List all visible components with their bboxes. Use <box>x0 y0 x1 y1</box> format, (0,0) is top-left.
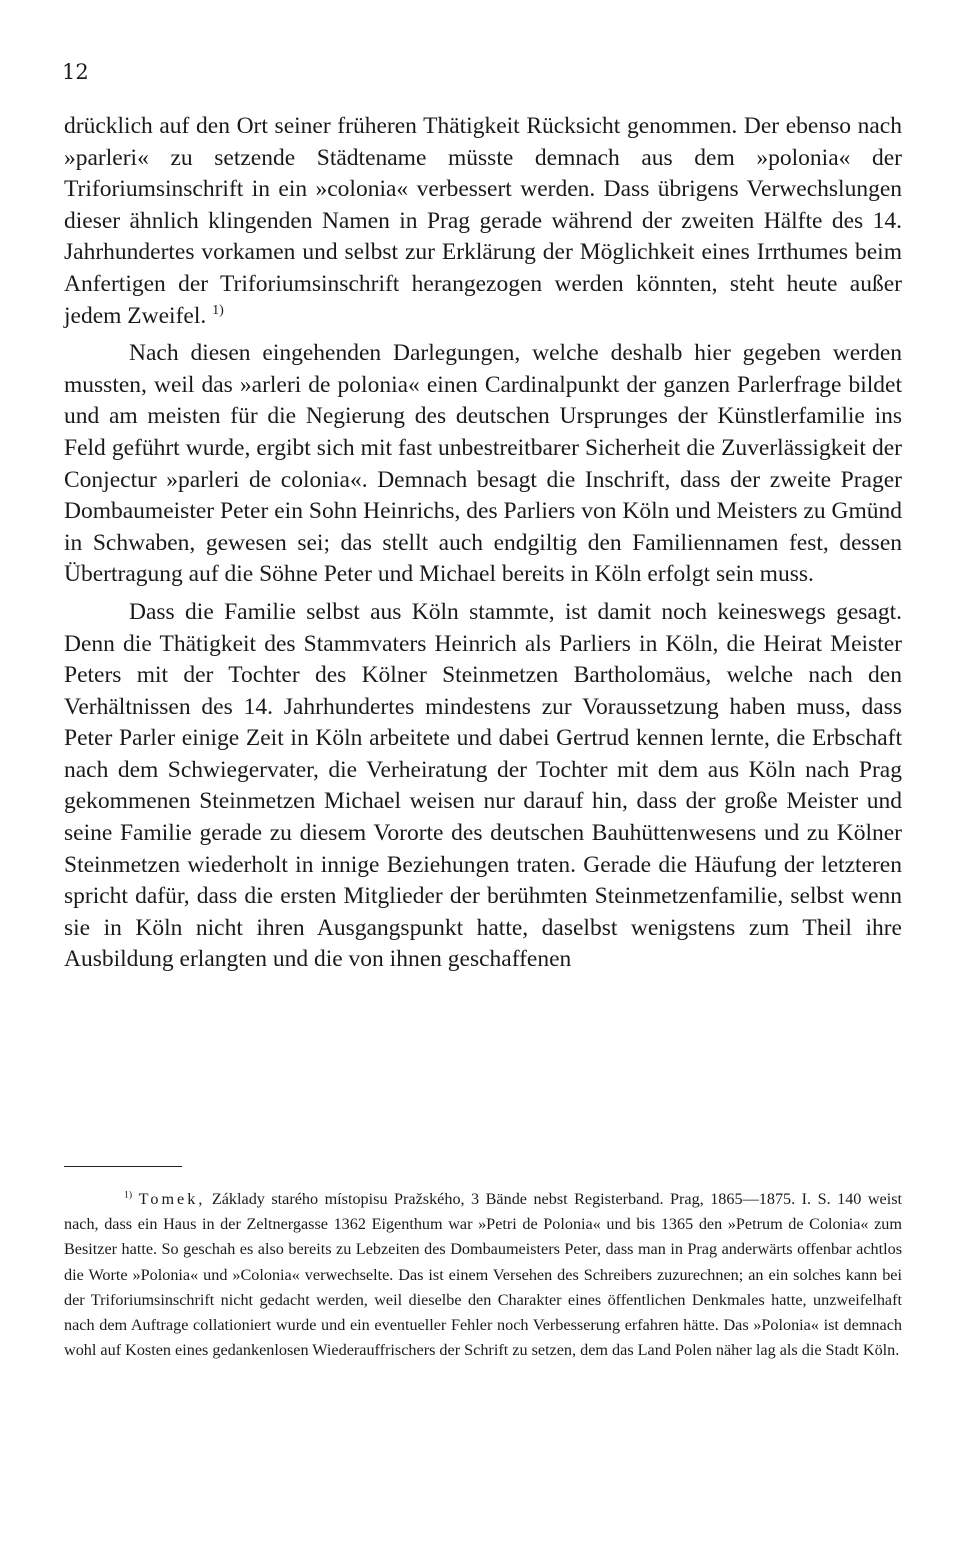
page-number: 12 <box>62 60 89 84</box>
paragraph-1-text: drücklich auf den Ort seiner früheren Thätigkeit Rücksicht genommen. Der ebenso nach »parleri« zu setzende Städtename müsste demnach aus dem »polonia« der Triforiumsinschrift in ein »colonia« verbessert werden. Dass übrigens Verwechslungen dieser ähnlich klingenden Namen in Prag gerade während der zweiten Hälfte des 14. Jahrhundertes vorkamen und selbst zur Erklärung der Möglichkeit eines Irrthumes beim Anfertigen der Triforiumsinschrift herangezogen werden könnten, steht heute außer jedem Zweifel. <box>64 113 902 329</box>
footnote-reference[interactable]: 1) <box>212 301 224 318</box>
footnote-marker: 1) <box>124 1189 133 1201</box>
main-text <box>64 111 902 976</box>
footnote-author: Tomek, <box>138 1190 206 1208</box>
footnote <box>64 1187 902 1363</box>
paragraph-2: Nach diesen eingehenden Darlegungen, welche deshalb hier gegeben werden mussten, weil das »arleri de polonia« einen Cardinalpunkt der ganzen Parlerfrage bildet und am meisten für die Negierung des deutschen Ursprunges der Künstlerfamilie ins Feld geführt wurde, ergibt sich mit fast unbestreitbarer Sicherheit die Zuverlässigkeit der Conjectur »parleri de colonia«. Demnach besagt die Inschrift, dass der zweite Prager Dombaumeister Peter ein Sohn Heinrichs, des Parliers von Köln und Meisters zu Gmünd in Schwaben, gewesen sei; das stellt auch endgiltig den Familiennamen fest, dessen Übertragung auf die Söhne Peter und Michael bereits in Köln erfolgt sein muss. <box>64 340 902 588</box>
paragraph-3: Dass die Familie selbst aus Köln stammte, ist damit noch keineswegs gesagt. Denn die Thätigkeit des Stammvaters Heinrich als Parliers in Köln, die Heirat Meister Peters mit der Tochter des Kölner Steinmetzen Bartholomäus, welche nach den Verhältnissen des 14. Jahrhundertes mindestens zur Voraussetzung haben muss, dass Peter Parler einige Zeit in Köln arbeitete und dabei Gertrud kennen lernte, die Erbschaft nach dem Schwiegervater, die Verheiratung der Tochter mit dem aus Köln nach Prag gekommenen Steinmetzen Michael weisen nur darauf hin, dass der große Meister und seine Familie gerade zu diesem Vororte des deutschen Bauhüttenwesens und zu Kölner Steinmetzen wiederholt in innige Beziehungen traten. Gerade die Häufung der letzteren spricht dafür, dass die ersten Mitglieder der berühmten Steinmetzenfamilie, selbst wenn sie in Köln nicht ihren Ausgangspunkt hatte, daselbst wenigstens zum Theil ihre Ausbildung erlangten und die von ihnen geschaffenen <box>64 598 902 973</box>
footnote-paragraph <box>64 1187 902 1363</box>
footnote-divider <box>64 1166 182 1167</box>
paragraph-1 <box>64 111 902 332</box>
footnote-text: Základy starého místopisu Pražského, 3 Bände nebst Registerband. Prag, 1865—1875. I. S. 140 weist nach, dass ein Haus in der Zeltnergasse 1362 Eigenthum war »Petri de Polonia« und bis 1365 den »Petrum de Colonia« zum Besitzer hatte. So geschah es also bereits zu Lebzeiten des Dombaumeisters Peter, dass man in Prag anderwärts offenbar achtlos die Worte »Polonia« und »Colonia« verwechselte. Das ist einem Versehen des Schreibers zuzurechnen; an ein solches kann bei der Triforiumsinschrift nicht gedacht werden, weil dieselbe den Charakter eines öffentlichen Denkmales hatte, unzweifelhaft nach dem Auftrage collationiert wurde und ein eventueller Fehler noch Verbesserung erfahren hätte. Das »Polonia« ist demnach wohl auf Kosten eines gedankenlosen Wiederauffrischers der Schrift zu setzen, dem das Land Polen näher lag als die Stadt Köln. <box>64 1190 903 1360</box>
